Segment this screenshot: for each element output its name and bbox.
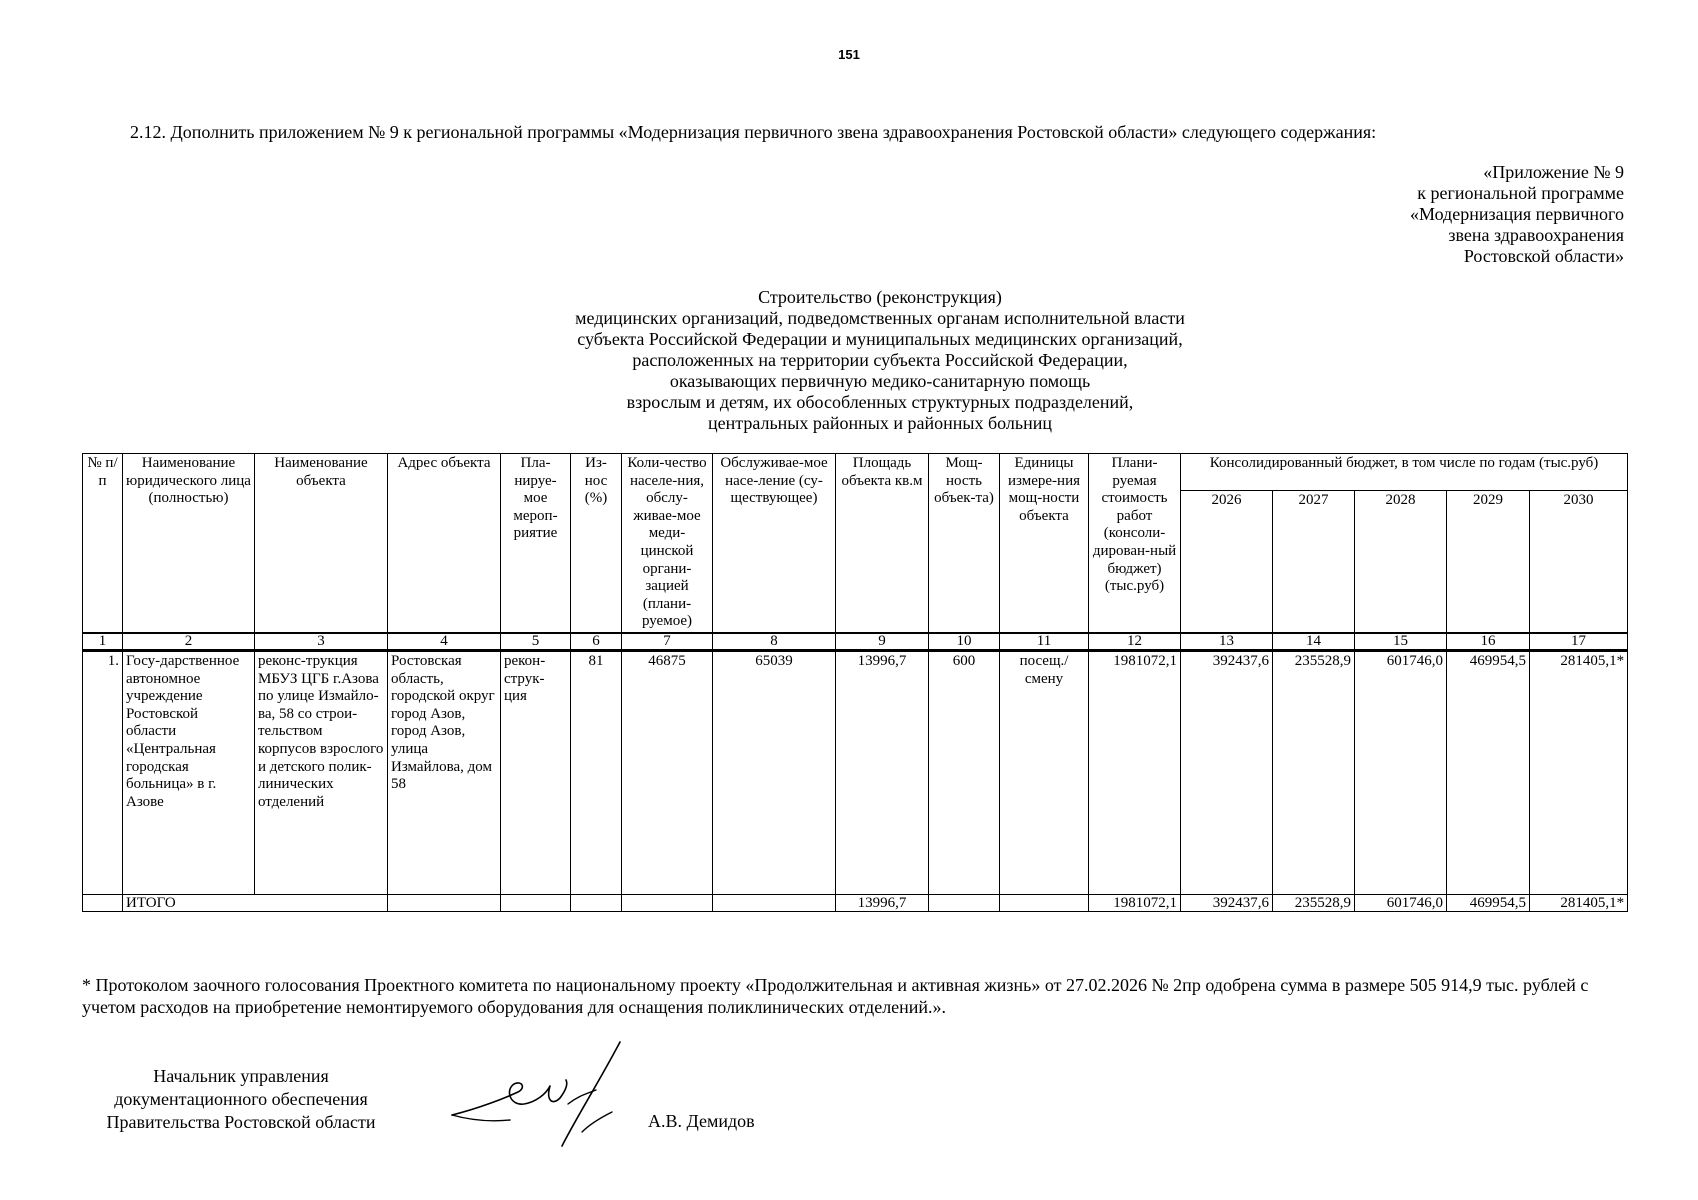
handwritten-signature <box>450 1040 640 1150</box>
column-number: 16 <box>1447 633 1530 651</box>
column-number: 6 <box>571 633 622 651</box>
title-line: центральных районных и районных больниц <box>707 413 1052 433</box>
cell-num: 1. <box>83 650 123 894</box>
total-year-value: 469954,5 <box>1447 894 1530 911</box>
construction-table <box>82 453 1628 912</box>
total-empty <box>622 894 713 911</box>
appendix-line: звена здравоохранения <box>1448 225 1624 245</box>
cell-year-value: 601746,0 <box>1355 650 1447 894</box>
title-line: Строительство (реконструкция) <box>758 287 1002 307</box>
cell-wear: 81 <box>571 650 622 894</box>
cell-object-name: реконс-трукция МБУЗ ЦГБ г.Азова по улице Измайло-ва, 58 со строи-тельством корпусов взрослого и детского полик-линических отделений <box>255 650 388 894</box>
signer-title-line: Начальник управления <box>153 1066 329 1086</box>
total-row <box>83 894 1628 911</box>
header-wear: Из-нос (%) <box>571 454 622 633</box>
column-number: 4 <box>388 633 501 651</box>
title-line: субъекта Российской Федерации и муниципальных медицинских организаций, <box>577 329 1183 349</box>
table-header-row <box>83 454 1628 491</box>
title-line: взрослым и детям, их обособленных структурных подразделений, <box>626 392 1134 412</box>
column-number: 13 <box>1181 633 1273 651</box>
header-capacity: Мощ-ность объек-та) <box>929 454 1000 633</box>
header-year: 2030 <box>1530 491 1628 633</box>
document-title <box>360 287 1400 434</box>
column-number: 7 <box>622 633 713 651</box>
cell-population-current: 65039 <box>713 650 836 894</box>
appendix-line: «Приложение № 9 <box>1483 162 1624 182</box>
header-year: 2026 <box>1181 491 1273 633</box>
total-year-value: 281405,1* <box>1530 894 1628 911</box>
footnote: * Протоколом заочного голосования Проектного комитета по национальному проекту «Продолжительная и активная жизнь» от 27.02.2026 № 2пр одобрена сумма в размере 505 914,9 тыс. рублей с учетом расходов на приобретение немонтируемого оборудования для оснащения поликлинических отделений.». <box>82 975 1589 1017</box>
header-legal-entity: Наименование юридического лица (полностью) <box>123 454 255 633</box>
header-population-planned: Коли-чество населе-ния, обслу-живае-мое меди-цинской органи-зацией (плани-руемое) <box>622 454 713 633</box>
appendix-heading <box>1164 162 1624 267</box>
signer-name: А.В. Демидов <box>648 1111 755 1131</box>
header-year: 2028 <box>1355 491 1447 633</box>
total-year-value: 392437,6 <box>1181 894 1273 911</box>
total-empty <box>713 894 836 911</box>
title-line: расположенных на территории субъекта Российской Федерации, <box>632 350 1128 370</box>
header-address: Адрес объекта <box>388 454 501 633</box>
column-number: 15 <box>1355 633 1447 651</box>
header-population-current: Обслуживае-мое насе-ление (су-ществующее) <box>713 454 836 633</box>
column-number: 1 <box>83 633 123 651</box>
total-year-value: 235528,9 <box>1273 894 1355 911</box>
cell-year-value: 392437,6 <box>1181 650 1273 894</box>
cell-legal-entity: Госу-дарственное автономное учреждение Ростовской области «Центральная городская больница» в г. Азове <box>123 650 255 894</box>
total-empty <box>571 894 622 911</box>
column-number: 2 <box>123 633 255 651</box>
column-number: 9 <box>836 633 929 651</box>
cell-population-planned: 46875 <box>622 650 713 894</box>
total-empty <box>501 894 571 911</box>
total-label: ИТОГО <box>123 894 388 911</box>
total-planned-cost: 1981072,1 <box>1089 894 1181 911</box>
column-number: 12 <box>1089 633 1181 651</box>
total-empty <box>1000 894 1089 911</box>
header-planned-action: Пла-нируе-мое мероп-риятие <box>501 454 571 633</box>
column-number: 3 <box>255 633 388 651</box>
title-line: оказывающих первичную медико-санитарную помощь <box>669 371 1091 391</box>
signer-title <box>86 1065 396 1134</box>
cell-address: Ростовская область, городской округ город Азов, город Азов, улица Измайлова, дом 58 <box>388 650 501 894</box>
column-number: 14 <box>1273 633 1355 651</box>
total-empty <box>929 894 1000 911</box>
cell-capacity: 600 <box>929 650 1000 894</box>
appendix-line: «Модернизация первичного <box>1410 204 1624 224</box>
column-number: 11 <box>1000 633 1089 651</box>
cell-year-value: 281405,1* <box>1530 650 1628 894</box>
table-row <box>83 650 1628 894</box>
cell-year-value: 469954,5 <box>1447 650 1530 894</box>
title-line: медицинских организаций, подведомственных органам исполнительной власти <box>575 308 1185 328</box>
header-budget-group: Консолидированный бюджет, в том числе по годам (тыс.руб) <box>1181 454 1628 491</box>
header-year: 2029 <box>1447 491 1530 633</box>
column-number: 8 <box>713 633 836 651</box>
signer-title-line: документационного обеспечения <box>114 1089 368 1109</box>
signer-title-line: Правительства Ростовской области <box>106 1112 376 1132</box>
page-number: 151 <box>838 47 860 62</box>
intro-paragraph: 2.12. Дополнить приложением № 9 к региональной программы «Модернизация первичного звена здравоохранения Ростовской области» следующего содержания: <box>130 122 1377 142</box>
header-area: Площадь объекта кв.м <box>836 454 929 633</box>
cell-area: 13996,7 <box>836 650 929 894</box>
column-number: 5 <box>501 633 571 651</box>
header-units: Единицы измере-ния мощ-ности объекта <box>1000 454 1089 633</box>
appendix-line: Ростовской области» <box>1463 246 1624 266</box>
cell-planned-action: рекон-струк-ция <box>501 650 571 894</box>
header-object-name: Наименование объекта <box>255 454 388 633</box>
total-empty <box>83 894 123 911</box>
appendix-line: к региональной программе <box>1417 183 1624 203</box>
cell-units: посещ./ смену <box>1000 650 1089 894</box>
column-number: 10 <box>929 633 1000 651</box>
total-empty <box>388 894 501 911</box>
header-year: 2027 <box>1273 491 1355 633</box>
column-number-row <box>83 633 1628 651</box>
total-area: 13996,7 <box>836 894 929 911</box>
total-year-value: 601746,0 <box>1355 894 1447 911</box>
cell-planned-cost: 1981072,1 <box>1089 650 1181 894</box>
header-planned-cost: Плани-руемая стоимость работ (консоли-дирован-ный бюджет) (тыс.руб) <box>1089 454 1181 633</box>
column-number: 17 <box>1530 633 1628 651</box>
header-num: № п/п <box>83 454 123 633</box>
cell-year-value: 235528,9 <box>1273 650 1355 894</box>
